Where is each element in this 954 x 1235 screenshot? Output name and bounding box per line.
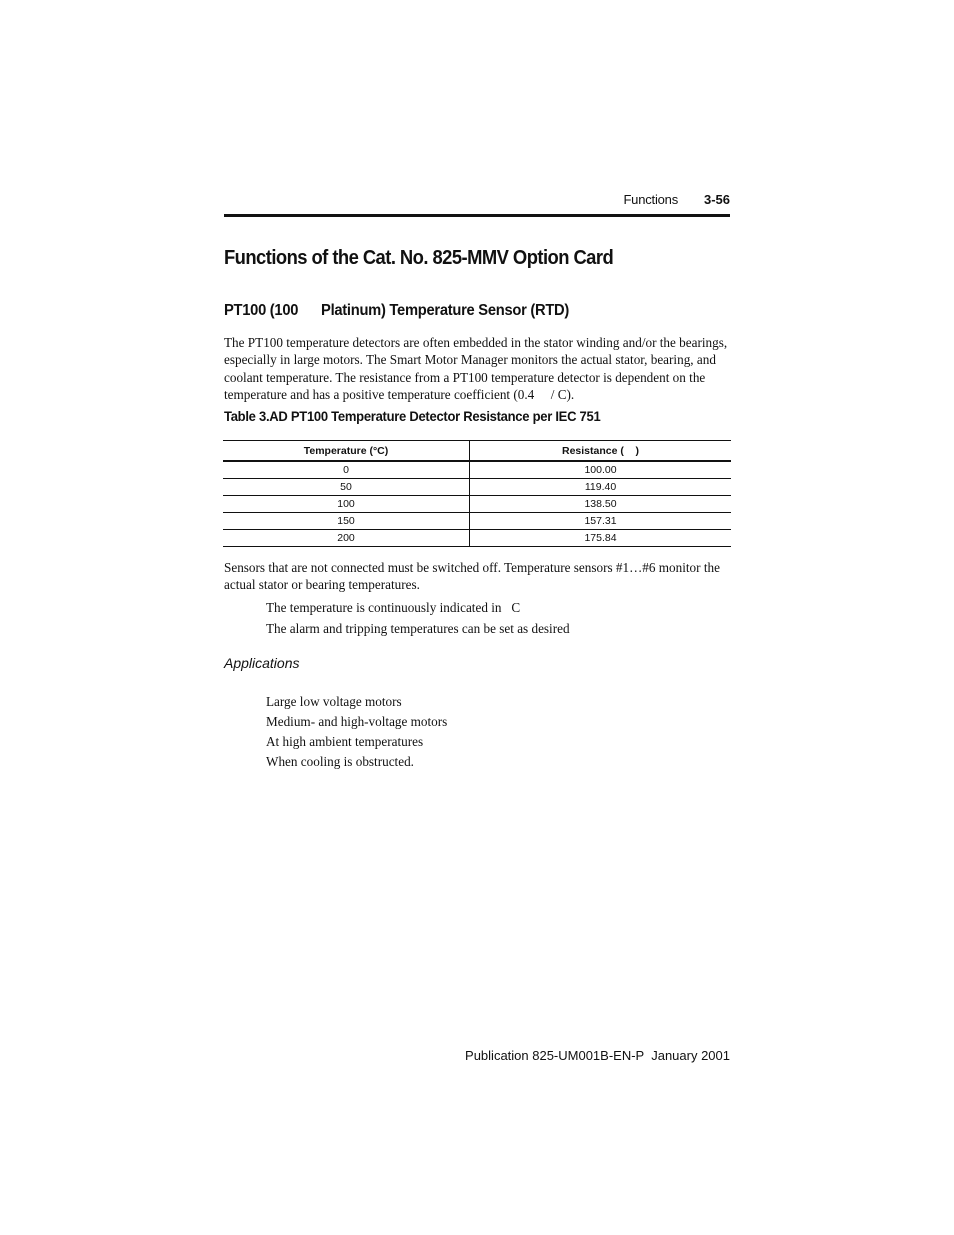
table-cell-resistance: 100.00 [470,461,732,479]
header-section-name: Functions [623,192,678,207]
table-cell-resistance: 157.31 [470,513,732,530]
table-row [223,479,731,496]
table-header-row [223,441,731,462]
list-item: At high ambient temperatures [266,734,424,749]
table-row [223,513,731,530]
header-rule [224,214,730,217]
table-cell-temperature: 0 [223,461,470,479]
table-cell-temperature: 50 [223,479,470,496]
table-cell-temperature: 100 [223,496,470,513]
table-row [223,461,731,479]
page-title: Functions of the Cat. No. 825-MMV Option Card [224,247,614,269]
list-item: When cooling is obstructed. [266,754,414,769]
table-caption: Table 3.AD PT100 Temperature Detector Resistance per IEC 751 [224,408,601,424]
table-cell-resistance: 138.50 [470,496,732,513]
publication-footer: Publication 825-UM001B-EN-P January 2001 [465,1048,730,1063]
applications-heading: Applications [224,655,300,671]
list-item: The temperature is continuously indicated in C [266,600,521,615]
header-page-number: 3-56 [703,192,730,207]
table-row [223,496,731,513]
column-header-resistance: Resistance ( ) [470,441,732,462]
table-row [223,530,731,547]
column-header-temperature: Temperature (°C) [223,441,470,462]
list-item: Medium- and high-voltage motors [266,714,448,729]
resistance-table [223,440,731,547]
table-cell-resistance: 175.84 [470,530,732,547]
list-item: The alarm and tripping temperatures can be set as desired [266,621,570,636]
running-header [224,192,730,210]
table-cell-temperature: 200 [223,530,470,547]
table-cell-resistance: 119.40 [470,479,732,496]
applications-list [266,693,447,773]
table-cell-temperature: 150 [223,513,470,530]
intro-paragraph: The PT100 temperature detectors are often embedded in the stator winding and/or the bearings, especially in large motors. The Smart Motor Manager monitors the actual stator, bearing, and coolant temperature. The resistance from a PT100 temperature detector is dependent on the temperature and has a positive temperature coefficient (0.4 / C). [224,335,731,403]
list-item: Large low voltage motors [266,694,402,709]
feature-list [266,599,570,641]
section-subtitle: PT100 (100 Platinum) Temperature Sensor (RTD) [224,302,570,319]
sensors-paragraph: Sensors that are not connected must be switched off. Temperature sensors #1…#6 monitor the actual stator or bearing temperatures. [224,560,720,593]
